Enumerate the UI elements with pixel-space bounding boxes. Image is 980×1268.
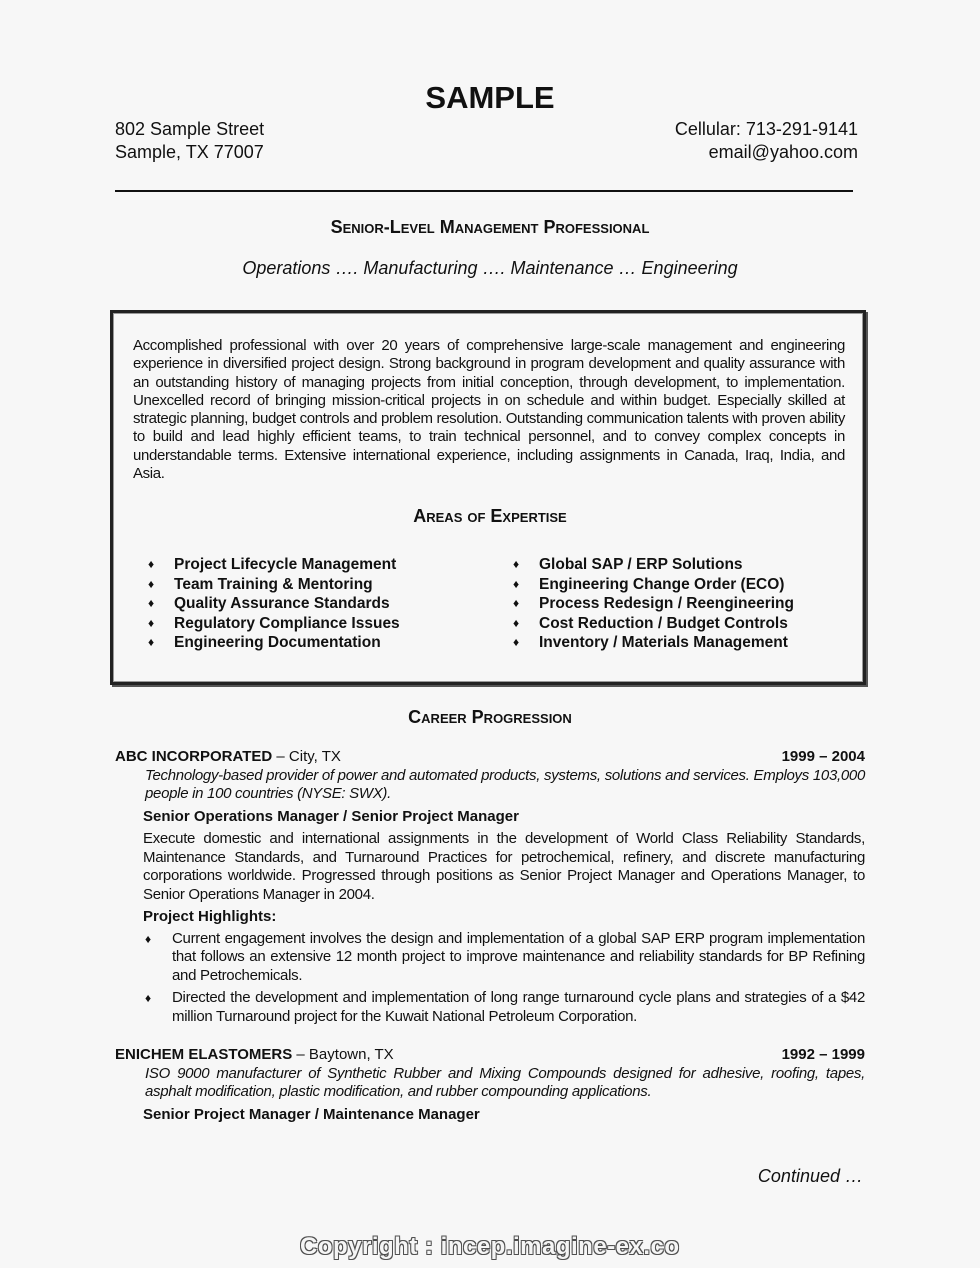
diamond-bullet-icon: ♦ <box>513 635 520 650</box>
diamond-bullet-icon: ♦ <box>148 596 155 611</box>
expertise-item: ♦ Project Lifecycle Management <box>148 556 397 573</box>
phone: Cellular: 713-291-9141 <box>674 119 858 139</box>
diamond-bullet-icon: ♦ <box>148 615 155 630</box>
diamond-bullet-icon: ♦ <box>513 596 520 611</box>
highlights-list <box>115 930 865 1027</box>
company-name: ABC INCORPORATED <box>115 748 273 765</box>
diamond-bullet-icon: ♦ <box>148 557 155 571</box>
summary-paragraph: Accomplished professional with over 20 years of comprehensive large-scale management and engineering experience in diversified project design. Strong background in program development and quality assurance with an outstanding history of managing projects from initial conception, through development, to implementation. Unexcelled record of bringing mission-critical projects in on schedule and within budget. Especially skilled at strategic planning, budget controls and problem resolution. Outstanding communication talents with proven ability to build and lead highly efficient teams, to train technical personnel, and to convey complex concepts in understandable terms. Extensive international experience, including assignments in Canada, Iraq, India, and Asia. <box>133 337 845 483</box>
job-body: Execute domestic and international assignments in the development of World Class Reliability Standards, Maintenance Standards, and Turnaround Practices for petrochemical, refinery, and discrete manufacturing corporations worldwide. Progressed through positions as Senior Project Manager and Operations Manager, to Senior Operations Manager in 2004. <box>143 830 865 903</box>
diamond-bullet-icon: ♦ <box>513 615 520 630</box>
email: email@yahoo.com <box>708 142 858 162</box>
address <box>115 118 264 164</box>
diamond-bullet-icon: ♦ <box>145 991 151 1005</box>
diamond-bullet-icon: ♦ <box>513 576 520 591</box>
highlights-label: Project Highlights: <box>143 908 277 925</box>
diamond-bullet-icon: ♦ <box>148 635 155 650</box>
highlight-item: ♦ Current engagement involves the design and implementation of a global SAP ERP program implementation that follows an extensive 12 month project to improve maintenance and reliability standards for BP Refining and Petrochemicals. <box>145 929 865 984</box>
job-role: Senior Project Manager / Maintenance Manager <box>143 1105 480 1123</box>
job-dates: 1999 – 2004 <box>781 748 865 765</box>
highlight-item: ♦ Directed the development and implementation of long range turnaround cycle plans and strategies of a $42 million Turnaround project for the Kuwait National Petroleum Corporation. <box>145 989 865 1025</box>
diamond-bullet-icon: ♦ <box>145 931 151 946</box>
expertise-item: ♦ Engineering Change Order (ECO) <box>513 575 785 593</box>
address-line-2: Sample, TX 77007 <box>115 142 264 162</box>
company-description: Technology-based provider of power and automated products, systems, solutions and services. Employs 103,000 people in 100 countries (NYSE: SWX). <box>145 766 865 802</box>
contact-info <box>675 118 858 164</box>
job-role: Senior Operations Manager / Senior Project Manager <box>143 807 519 825</box>
company-name: ENICHEM ELASTOMERS <box>115 1046 293 1063</box>
fields-tagline: Operations …. Manufacturing …. Maintenance … Engineering <box>242 258 738 278</box>
expertise-list-right <box>513 555 794 653</box>
expertise-item: ♦ Global SAP / ERP Solutions <box>513 556 743 573</box>
professional-title: Senior-Level Management Professional <box>330 217 650 237</box>
expertise-heading: Areas of Expertise <box>413 506 567 526</box>
job-dates: 1992 – 1999 <box>781 1046 865 1063</box>
expertise-item: ♦ Process Redesign / Reengineering <box>513 595 794 613</box>
expertise-item: ♦ Cost Reduction / Budget Controls <box>513 614 788 632</box>
expertise-item: ♦ Team Training & Mentoring <box>148 575 373 593</box>
diamond-bullet-icon: ♦ <box>513 557 520 571</box>
copyright-watermark: Copyright : incep.imagine-ex.co <box>300 1233 680 1260</box>
company-location: – City, TX <box>272 748 341 765</box>
expertise-item: ♦ Quality Assurance Standards <box>148 595 390 613</box>
expertise-item: ♦ Regulatory Compliance Issues <box>148 614 400 632</box>
expertise-item: ♦ Engineering Documentation <box>148 634 381 652</box>
job-abc <box>115 748 865 1030</box>
address-line-1: 802 Sample Street <box>115 119 265 139</box>
expertise-item: ♦ Inventory / Materials Management <box>513 634 788 652</box>
company-location: – Baytown, TX <box>292 1046 394 1063</box>
job-header <box>115 748 865 767</box>
continued-note: Continued … <box>757 1166 863 1186</box>
candidate-name: SAMPLE <box>425 80 555 115</box>
career-heading: Career Progression <box>408 707 572 727</box>
job-enichem <box>115 1046 865 1124</box>
header-divider <box>115 190 853 192</box>
diamond-bullet-icon: ♦ <box>148 576 155 591</box>
expertise-list-left <box>148 555 400 653</box>
job-header <box>115 1046 865 1065</box>
company-description: ISO 9000 manufacturer of Synthetic Rubber and Mixing Compounds designed for adhesive, roofing, tapes, asphalt modification, plastic modification, and rubber compounding applications. <box>145 1064 865 1100</box>
